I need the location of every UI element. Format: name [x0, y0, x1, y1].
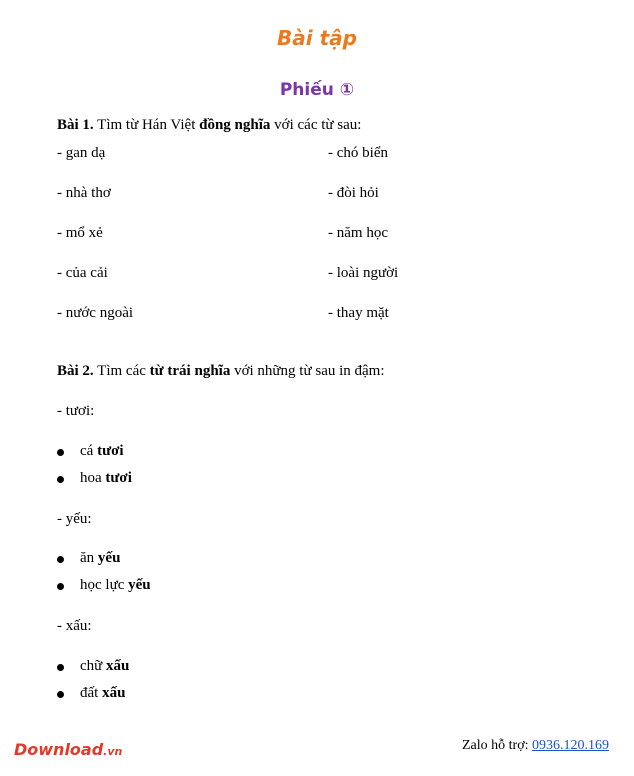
list-item: - thay mặt	[328, 305, 389, 321]
exercise-2-prompt	[57, 363, 385, 380]
logo-text: Download	[14, 740, 104, 759]
item-plain: ăn	[80, 550, 95, 566]
bullet-icon	[57, 583, 64, 590]
list-item	[80, 550, 120, 567]
phone-link[interactable]: 0936.120.169	[532, 738, 609, 753]
bullet-icon	[57, 691, 64, 698]
exercise-2-label: Bài 2.	[57, 363, 94, 379]
item-bold: yếu	[128, 577, 151, 593]
group-heading: - tươi:	[57, 403, 95, 419]
item-bold: tươi	[105, 470, 132, 486]
exercise-1-prompt	[57, 117, 361, 134]
list-item	[80, 577, 151, 594]
list-item: - gan dạ	[57, 145, 106, 161]
download-logo	[14, 740, 122, 759]
bullet-icon	[57, 449, 64, 456]
group-heading: - xấu:	[57, 618, 92, 634]
item-plain: hoa	[80, 470, 102, 486]
logo-suffix: .vn	[103, 745, 123, 758]
list-item: - chó biển	[328, 145, 388, 161]
list-item	[80, 658, 129, 675]
list-item	[80, 685, 125, 702]
exercise-2-text-bold: từ trái nghĩa	[149, 363, 231, 379]
worksheet-subtitle: Phiếu ①	[279, 80, 355, 100]
exercise-2-text-after: với những từ sau in đậm:	[234, 363, 385, 379]
list-item: - loài người	[328, 265, 399, 281]
list-item: - mổ xẻ	[57, 225, 103, 241]
exercise-1-text-bold: đồng nghĩa	[199, 117, 271, 133]
list-item: - đòi hỏi	[328, 185, 379, 201]
item-plain: học lực	[80, 577, 125, 593]
item-plain: chữ	[80, 658, 103, 674]
exercise-1-text-after: với các từ sau:	[274, 117, 362, 133]
exercise-1-text-before: Tìm từ Hán Việt	[97, 117, 196, 133]
list-item: - nhà thơ	[57, 185, 111, 201]
group-heading: - yếu:	[57, 511, 92, 527]
bullet-icon	[57, 664, 64, 671]
list-item	[80, 470, 132, 487]
list-item: - của cải	[57, 265, 108, 281]
item-bold: xấu	[106, 658, 130, 674]
list-item: - năm học	[328, 225, 388, 241]
exercise-2-text-before: Tìm các	[97, 363, 146, 379]
item-bold: yếu	[97, 550, 121, 566]
bullet-icon	[57, 476, 64, 483]
list-item: - nước ngoài	[57, 305, 134, 321]
item-plain: cá	[80, 443, 94, 459]
support-contact	[462, 738, 609, 754]
item-plain: đất	[80, 685, 99, 701]
support-label: Zalo hỗ trợ:	[462, 738, 529, 753]
exercise-1-label: Bài 1.	[57, 117, 94, 133]
item-bold: xấu	[102, 685, 126, 701]
list-item	[80, 443, 124, 460]
bullet-icon	[57, 556, 64, 563]
page-title: Bài tập	[277, 26, 357, 50]
item-bold: tươi	[97, 443, 124, 459]
